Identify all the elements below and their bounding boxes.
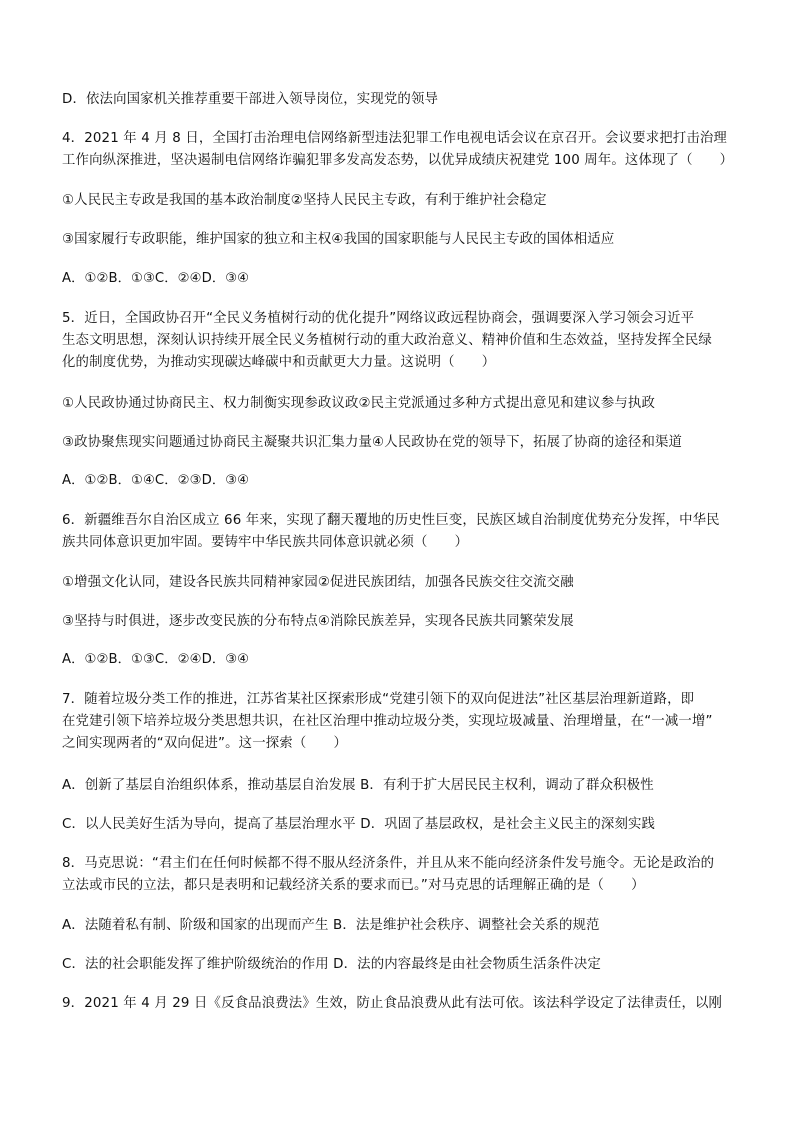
q5-stem-line-1: 5．近日，全国政协召开“全民义务植树行动的优化提升”网络议政远程协商会，强调要深入学习领会习近平 [62,311,695,326]
q6-stem-line-2: 族共同体意识更加牢固。要铸牢中华民族共同体意识就必须（ ） [62,535,469,550]
q6-stem-line-1: 6．新疆维吾尔自治区成立 66 年来，实现了翻天覆地的历史性巨变，民族区域自治制度优势充分发挥，中华民 [62,513,720,528]
q4-stem-line-2: 工作向纵深推进，坚决遏制电信网络诈骗犯罪多发高发态势，以优异成绩庆祝建党 100 周年。这体现了（ ） [62,153,734,168]
q5-stem [62,308,740,374]
q4-statements-2: ③国家履行专政职能，维护国家的独立和主权④我国的国家职能与人民民主专政的国体相适应 [62,232,615,247]
q5-stem-line-3: 化的制度优势，为推动实现碳达峰碳中和贡献更大力量。这说明（ ） [62,355,496,370]
q4-stem-line-1: 4．2021 年 4 月 8 日，全国打击治理电信网络新型违法犯罪工作电视电话会议在京召开。会议要求把打击治理 [62,131,727,146]
q7-options-cd: C．以人民美好生活为导向，提高了基层治理水平 D．巩固了基层政权，是社会主义民主的深刻实践 [62,817,656,832]
q7-options-ab: A．创新了基层自治组织体系，推动基层自治发展 B．有利于扩大居民民主权利，调动了群众积极性 [62,778,654,793]
q8-stem-line-1: 8．马克思说：“君主们在任何时候都不得不服从经济条件，并且从来不能向经济条件发号施令。无论是政治的 [62,856,715,871]
q8-options-ab: A．法随着私有制、阶级和国家的出现而产生 B．法是维护社会秩序、调整社会关系的规范 [62,918,600,933]
q4-options: A．①②B．①③C．②④D．③④ [62,271,250,286]
q4-statements-1: ①人民民主专政是我国的基本政治制度②坚持人民民主专政，有利于维护社会稳定 [62,193,547,208]
q7-stem-line-3: 之间实现两者的“双向促进”。这一探索（ ） [62,736,347,751]
q5-statements-1: ①人民政协通过协商民主、权力制衡实现参政议政②民主党派通过多种方式提出意见和建议参与执政 [62,396,656,411]
q6-statements-1: ①增强文化认同，建设各民族共同精神家园②促进民族团结，加强各民族交往交流交融 [62,575,574,590]
q7-stem-line-2: 在党建引领下培养垃圾分类思想共识，在社区治理中推动垃圾分类，实现垃圾减量、治理增量，在“一减一增” [62,714,713,729]
q5-statements-2: ③政协聚焦现实问题通过协商民主凝聚共识汇集力量④人民政协在党的领导下，拓展了协商的途径和渠道 [62,435,683,450]
q7-stem [62,689,740,755]
q8-stem-line-2: 立法或市民的立法，都只是表明和记载经济关系的要求而已。”对马克思的话理解正确的是（ ） [62,878,645,893]
q8-options-cd: C．法的社会职能发挥了维护阶级统治的作用 D．法的内容最终是由社会物质生活条件决定 [62,957,601,972]
q8-stem [62,853,740,897]
q6-statements-2: ③坚持与时俱进，逐步改变民族的分布特点④消除民族差异，实现各民族共同繁荣发展 [62,614,574,629]
q3-option-d: D．依法向国家机关推荐重要干部进入领导岗位，实现党的领导 [62,92,439,107]
q9-stem: 9．2021 年 4 月 29 日《反食品浪费法》生效，防止食品浪费从此有法可依。该法科学设定了法律责任，以刚 [62,996,723,1011]
q6-stem [62,510,740,554]
q5-stem-line-2: 生态文明思想，深刻认识持续开展全民义务植树行动的重大政治意义、精神价值和生态效益，坚持发挥全民绿 [62,333,712,348]
q6-options: A．①②B．①③C．②④D．③④ [62,652,250,667]
q4-stem [62,128,740,172]
q5-options: A．①②B．①④C．②③D．③④ [62,473,250,488]
q7-stem-line-1: 7．随着垃圾分类工作的推进，江苏省某社区探索形成“党建引领下的双向促进法”社区基层治理新道路，即 [62,692,695,707]
